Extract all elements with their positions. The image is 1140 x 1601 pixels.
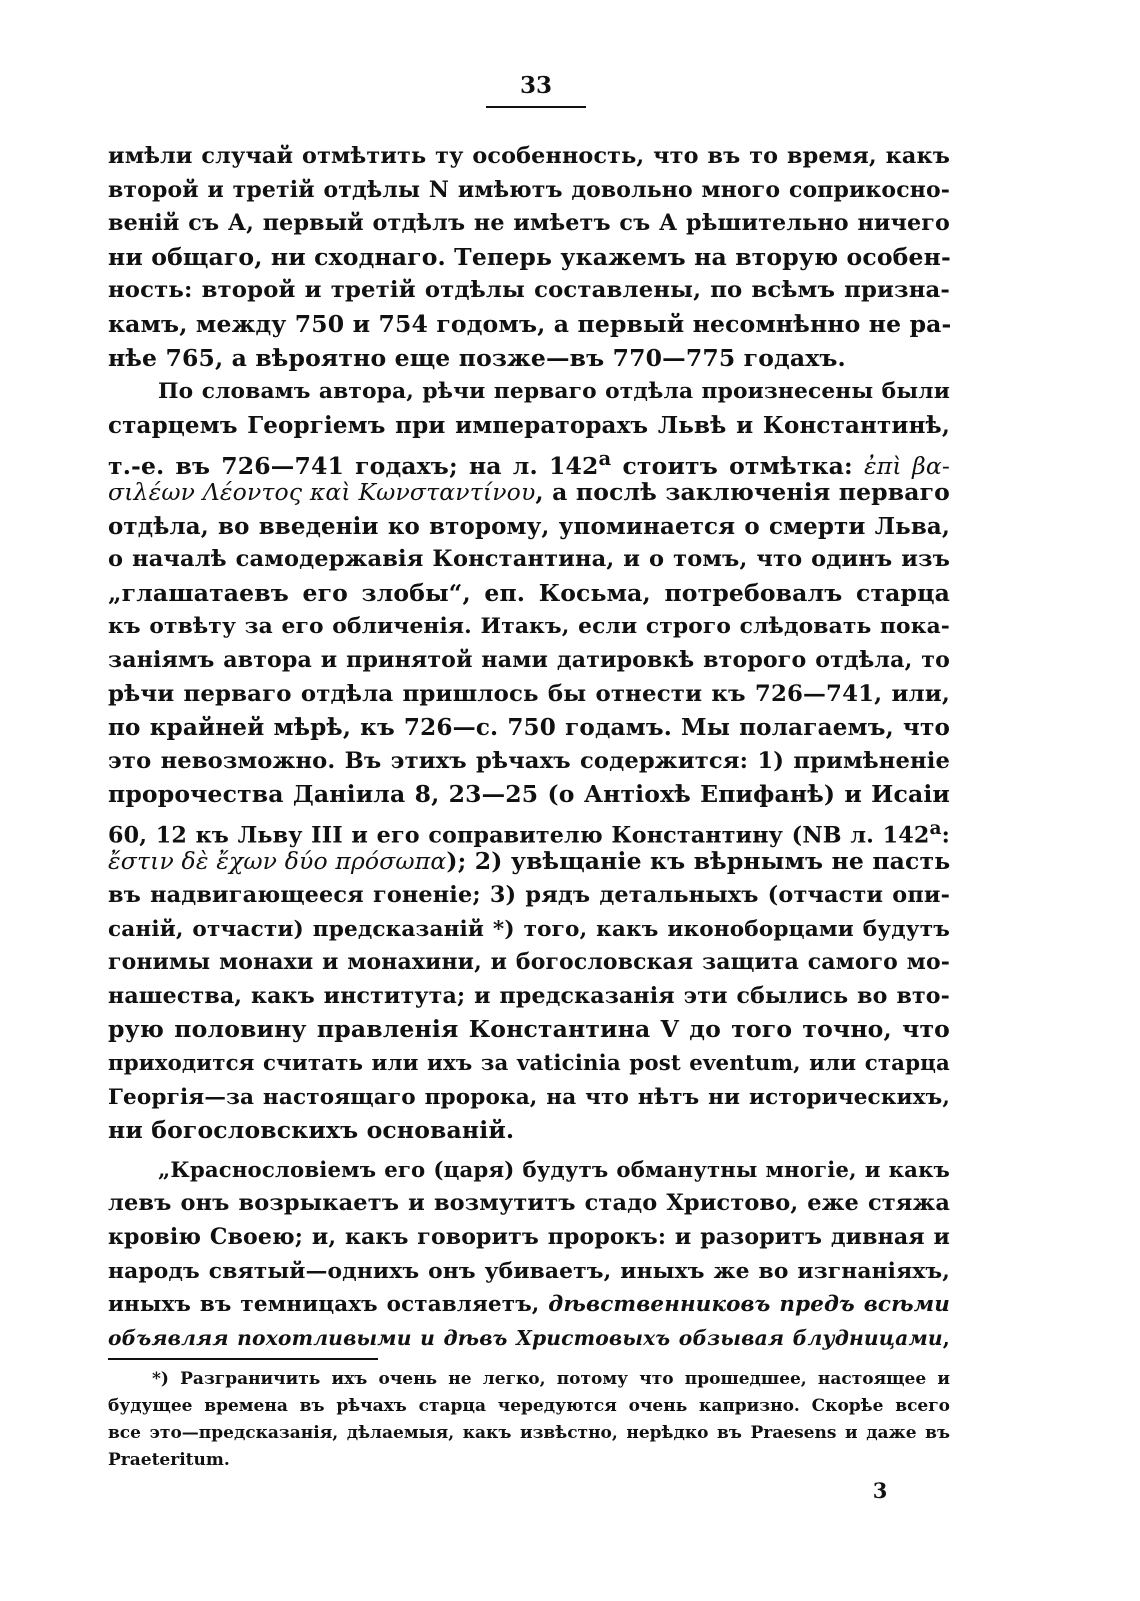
text-line: нѣе 765, а вѣроятно еще позже—въ 770—775 годахъ. (108, 343, 846, 372)
text-segment: : (941, 822, 950, 849)
text-segment: т.-е. въ 726—741 годахъ; на л. 142 (108, 452, 599, 481)
greek-quote: ἔστιν δὲ ἔχων δύο πρόσωπα (108, 847, 447, 876)
text-line: въ надвигающееся гоненіе; 3) рядъ детальныхъ (отчасти опи- (108, 882, 950, 909)
text-line: камъ, между 750 и 754 годомъ, а первый несомнѣнно не ра- (108, 309, 952, 338)
text-segment: , (942, 1325, 950, 1350)
text-line: имѣли случай отмѣтить ту особенность, что въ то время, какъ (108, 143, 950, 169)
superscript: а (598, 447, 612, 471)
body-text (108, 140, 950, 1355)
footnote-line: будущее времена въ рѣчахъ старца чередуются очень капризно. Скорѣе всего (108, 1396, 950, 1416)
text-line: „глашатаевъ его злобы“, еп. Косьма, потребовалъ старца (108, 578, 950, 607)
text-line: приходится считать или ихъ за vaticinia post eventum, или старца (108, 1051, 950, 1077)
text-line: пророчества Даніила 8, 23—25 (о Антіохѣ Епифанѣ) и Исаіи (108, 780, 950, 809)
text-line: нашества, какъ института; и предсказанія эти сбылись во вто- (108, 982, 950, 1009)
text-segment: стоитъ отмѣтка: (611, 452, 865, 481)
text-line: саній, отчасти) предсказаній *) того, какъ иконоборцами будутъ (108, 916, 950, 942)
text-line: кровію Своею; и, какъ говоритъ пророкъ: и разоритъ дивная и (108, 1224, 950, 1250)
text-line: рую половину правленія Константина V до того точно, что (108, 1015, 950, 1044)
text-line: левъ онъ возрыкаетъ и возмутитъ стадо Христово, еже стяжа (108, 1190, 950, 1217)
page-number: 33 (519, 72, 552, 99)
text-line: отдѣла, во введеніи ко второму, упоминается о смерти Льва, (108, 512, 950, 540)
text-segment: 60, 12 къ Льву III и его соправителю Константину (NB л. 142 (108, 822, 930, 849)
header-rule (486, 106, 586, 108)
greek-quote: σιλέων Λέοντος καὶ Κωνσταντίνου (108, 477, 536, 506)
text-line: старцемъ Георгіемъ при императорахъ Львѣ и Константинѣ, (108, 411, 950, 439)
greek-quote: ἐπὶ βα- (864, 452, 951, 481)
text-line: гонимы монахи и монахини, и богословская защита самого мо- (108, 949, 950, 976)
text-line: это невозможно. Въ этихъ рѣчахъ содержится: 1) примѣненіе (108, 747, 950, 774)
text-line: о началѣ самодержавія Константина, и о томъ, что одинъ изъ (108, 546, 950, 573)
text-line (108, 1322, 950, 1356)
text-segment: иныхъ въ темницахъ оставляетъ, (108, 1292, 549, 1318)
text-line: веній съ А, первый отдѣлъ не имѣетъ съ А рѣшительно ничего (108, 210, 950, 237)
text-line (108, 845, 950, 879)
text-line: по крайней мѣрѣ, къ 726—с. 750 годамъ. Мы полагаемъ, что (108, 714, 950, 742)
text-line: второй и третій отдѣлы N имѣютъ довольно много соприкосно- (108, 176, 950, 203)
italic-quote: дѣвственниковъ предъ всѣми (548, 1292, 950, 1318)
italic-quote: объявляя похотливыми и дѣвъ Христовыхъ обзывая блудницами (108, 1325, 943, 1350)
text-line: рѣчи перваго отдѣла пришлось бы отнести къ 726—741, или, (108, 680, 950, 707)
paragraph (108, 1154, 950, 1356)
text-line (108, 442, 951, 481)
text-line (108, 476, 950, 510)
footnote-rule (108, 1358, 378, 1360)
text-line: къ отвѣту за его обличенія. Итакъ, если строго слѣдовать пока- (108, 614, 950, 640)
paragraph (108, 375, 950, 1148)
text-line: народъ святый—однихъ онъ убиваетъ, иныхъ же во изгнаніяхъ, (108, 1258, 950, 1284)
footnote-line: все это—предсказанія, дѣлаемыя, какъ извѣстно, нерѣдко въ Praesens и даже въ (108, 1423, 950, 1443)
text-line (108, 1288, 950, 1322)
text-line: ни общаго, ни сходнаго. Теперь укажемъ на вторую особен- (108, 242, 951, 271)
footnote-line: Praeteritum. (108, 1450, 230, 1470)
paragraph (108, 140, 950, 375)
signature-mark: 3 (872, 1478, 888, 1503)
text-line: ность: второй и третій отдѣлы составлены, по всѣмъ призна- (108, 277, 950, 304)
text-line: заніямъ автора и принятой нами датировкѣ второго отдѣла, то (108, 646, 950, 673)
text-line: ни богословскихъ основаній. (108, 1116, 515, 1145)
text-line: Георгія—за настоящаго пророка, на что нѣтъ ни историческихъ, (108, 1084, 950, 1110)
footnote (108, 1366, 950, 1474)
text-segment: ); 2) увѣщаніе къ вѣрнымъ не пасть (446, 847, 951, 876)
text-line: По словамъ автора, рѣчи перваго отдѣла произнесены были (158, 379, 950, 405)
text-line: „Краснословіемъ его (царя) будутъ обманутны многіе, и какъ (158, 1157, 950, 1183)
text-line (108, 812, 950, 849)
text-segment: , а послѣ заключенія перваго (535, 477, 950, 506)
footnote-line: *) Разграничить ихъ очень не легко, потому что прошедшее, настоящее и (152, 1369, 950, 1389)
superscript: а (929, 817, 942, 839)
